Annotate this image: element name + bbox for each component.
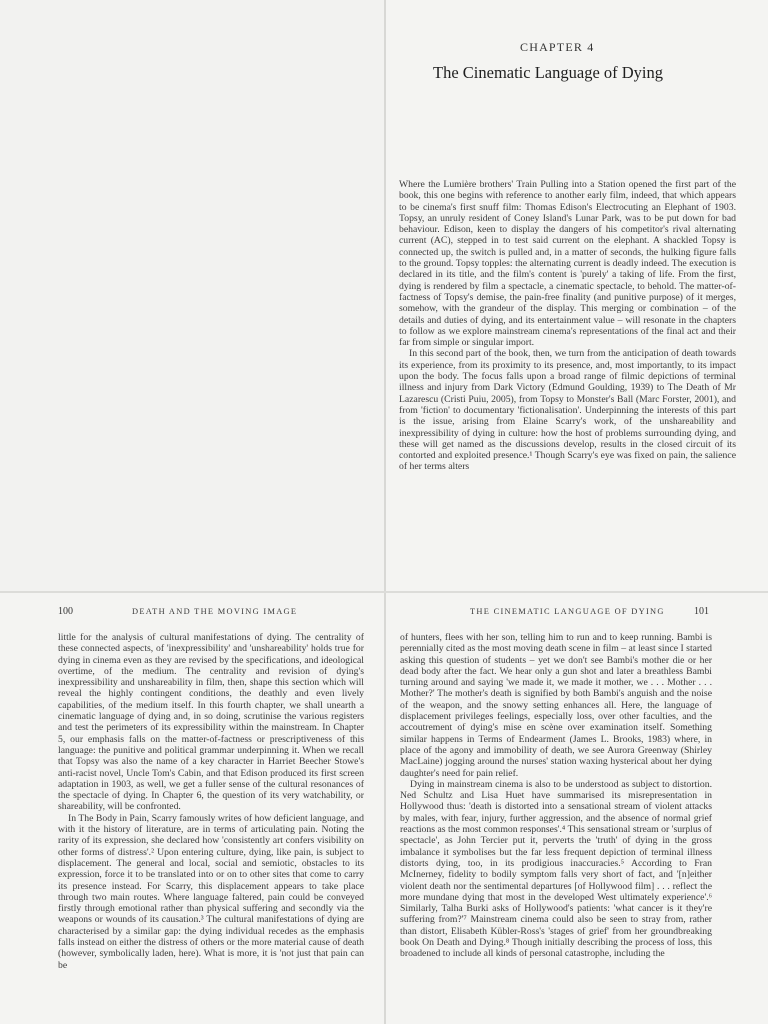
page-gutter-horizontal — [0, 591, 768, 593]
page-gutter-vertical — [384, 0, 386, 1024]
page-100-body — [58, 632, 364, 1024]
paragraph: Where the Lumière brothers' Train Pulling into a Station opened the first part of the book, this one begins with reference to another early film, indeed, that which appears to be cinema's first snuff film: Thomas Edison's Electrocuting an Elephant of 1903. Topsy, an unruly resident of Coney Island's Lunar Park, was to be put down for bad behaviour. Edison, keen to display the dangers of his competitor's rival alternating current (AC), stepped in to test said current on the elephant. A shackled Topsy is connected up, the switch is pulled and, in a matter of seconds, the hulking figure falls to the ground. Topsy topples: the alternating current is deadly indeed. The execution is declared in its title, and the film's content is 'purely' a taking of life. From the first, dying is rendered by film a spectacle, a cinematic spectacle, to behold. The matter-of-factness of Topsy's demise, the pain-free finality (and punitive purpose) of it merges, somehow, with the grandeur of the display. This merging or combination – of the details and duties of dying, and its entertainment value – will resonate in the chapters to follow as we explore mainstream cinema's representations of the final act and their far from simple or singular import. — [399, 179, 736, 349]
chapter-opening-body — [399, 179, 736, 584]
paragraph: of hunters, flees with her son, telling him to run and to keep running. Bambi is perennially cited as the most moving death scene in film – at least since I started asking this question of students – yet we don't see Bambi's mother die or her dead body after the fact. We hear only a gun shot and later a breathless Bambi turning around and saying 'we made it, we made it mother, we . . . Mother . . . Mother?' The mother's death is signified by both Bambi's anguish and the noise of the weapon, and the snowy setting enhances all. Here, the language of displacement privileges feelings, especially loss, over other faculties, and the accoutrement of dying's mise en scène over examination itself. Something similar happens in Terms of Endearment (James L. Brooks, 1983) where, in place of the agony and immobility of death, we see Aurora Greenway (Shirley MacLaine) jogging around the nurses' station waxing hysterical about her dying daughter's need for pain relief. — [400, 632, 712, 779]
running-head: DEATH AND THE MOVING IMAGE — [132, 607, 298, 616]
page-number: 101 — [694, 606, 709, 617]
paragraph: Dying in mainstream cinema is also to be understood as subject to distortion. Ned Schultz and Lisa Huet have summarised its misrepresentation in Hollywood thus: 'death is distorted into a sensational stream of violent attacks by males, with fear, injury, further aggression, and the absence of normal grief reactions as the most common responses'.⁴ This sensational stream or 'surplus of spectacle', as John Tercier put it, perverts the 'truth' of dying in the gross imbalance it symbolises but the far less frequent depiction of terminal illness distorts dying, too, in its prodigious inaccuracies.⁵ According to Fran McInerney, fidelity to bodily symptom falls very short of fact, and '[n]either violent death nor the sentimental departures [of Hollywood film] . . . reflect the more mundane dying that most in the developed West ultimately experience'.⁶ Similarly, Talha Burki asks of Hollywood's patients: 'what cancer is it they're suffering from?'⁷ Mainstream cinema could also be seen to stray from, rather than distort, Elisabeth Kübler-Ross's 'stages of grief' from her groundbreaking book On Death and Dying.⁸ Though initially describing the process of loss, this broadened to include all kinds of personal catastrophe, including the — [400, 778, 712, 960]
chapter-title: The Cinematic Language of Dying — [433, 63, 664, 82]
running-head: THE CINEMATIC LANGUAGE OF DYING — [470, 607, 665, 616]
paragraph: In The Body in Pain, Scarry famously writes of how deficient language, and with it the history of literature, are in terms of articulating pain. Noting the rarity of its expression, she declared how 'consistently art confers visibility on other forms of distress'.² Upon entering culture, dying, like pain, is subject to displacement. The general and local, social and semiotic, obstacles to its expression, force it to be translated into or on to other sites that come to carry its presence instead. For Scarry, this displacement appears to take place through two main routes. Where language faltered, pain could be conveyed firstly through emotional rather than physical suffering and secondly via the weapons or wounds of its causation.³ The cultural manifestations of dying are characterised by a similar gap: the dying individual recedes as the emphasis falls instead on either the distress of others or the more material cause of death (however, symbolically laden, here). What is more, it is 'not just that pain can be — [58, 812, 364, 971]
paragraph: In this second part of the book, then, we turn from the anticipation of death towards its experience, from its proximity to its presence, and, most importantly, to its impact upon the body. The focus falls upon a broad range of filmic depictions of terminal illness and injury from Dark Victory (Edmund Goulding, 1939) to The Death of Mr Lazarescu (Cristi Puiu, 2005), from Topsy to Monster's Ball (Marc Forster, 2001), and from 'fiction' to documentary 'fictionalisation'. Underpinning the interests of this part is the issue, arising from Elaine Scarry's work, of the unshareability and inexpressibility of dying in culture: how the host of problems surrounding dying, and these will get named as the discussions develop, results in the closed circuit of its contorted and exploited presence.¹ Though Scarry's eye was fixed on pain, the salience of her terms alters — [399, 348, 736, 473]
chapter-label: CHAPTER 4 — [520, 40, 595, 54]
blank-page-top-left — [0, 0, 385, 592]
page-101-body — [400, 632, 712, 1024]
paragraph: little for the analysis of cultural manifestations of dying. The centrality of these connected aspects, of 'inexpressibility' and 'unshareability' holds true for dying in cinema even as they are revised by the specifications, and ideological overtime, of the medium. The centrality and revision of dying's inexpressibility and unshareability in film, then, shape this section which will reveal the highly contingent conditions, the deathly and even lively capabilities, of the medium itself. In this fourth chapter, we shall unearth a cinematic language of dying and, in so doing, scrutinise the various registers and test the perimeters of its expressibility within the mainstream. In Chapter 5, our emphasis falls on the matter-of-factness or prescriptiveness of this language: the punitive and political grammar underpinning it. When we recall that Topsy was also the name of a key character in Harriet Beecher Stowe's anti-racist novel, Uncle Tom's Cabin, and that Edison produced its first screen adaptation in 1903, as well, we get a fuller sense of the cultural resonances of the spectacle of dying. In Chapter 6, the question of its very watchability, or shareability, will be confronted. — [58, 632, 364, 813]
page-number: 100 — [58, 606, 73, 617]
